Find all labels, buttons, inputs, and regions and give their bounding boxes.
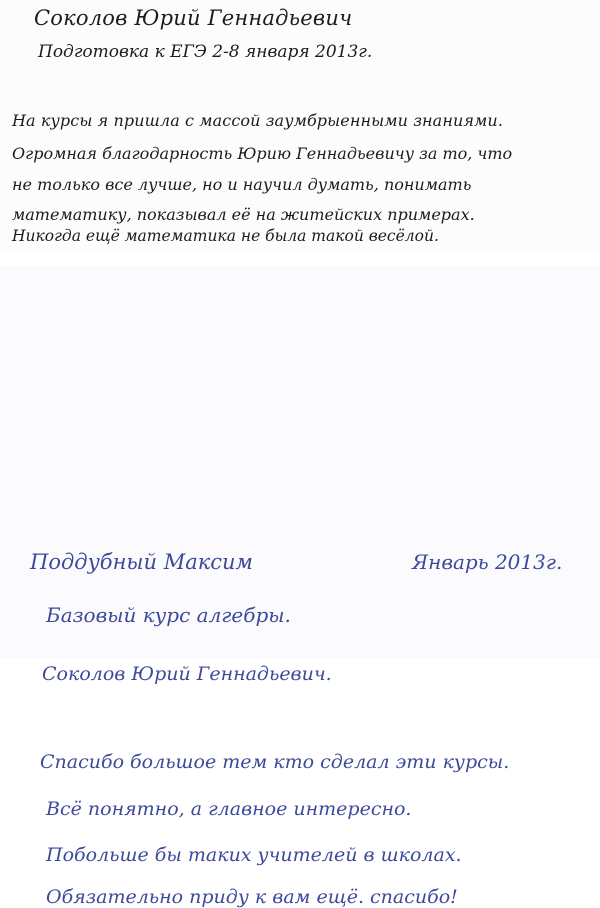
course-title: Подготовка к ЕГЭ 2-8 января 2013г. — [38, 42, 373, 62]
review-line: Всё понятно, а главное интересно. — [46, 798, 412, 820]
review-line: не только все лучше, но и научил думать, понимать — [12, 175, 472, 194]
course-title: Базовый курс алгебры. — [46, 603, 291, 627]
review-note-bottom — [0, 266, 600, 908]
student-name: Поддубный Максим — [30, 550, 253, 574]
review-line: математику, показывал её на житейских примерах. — [12, 205, 475, 224]
review-line: Обязательно приду к вам ещё. спасибо! — [46, 886, 458, 908]
review-line: Спасибо большое тем кто сделал эти курсы. — [40, 751, 510, 773]
review-date: Январь 2013г. — [412, 550, 563, 574]
review-line: На курсы я пришла с массой заумбрыенными знаниями. — [12, 111, 504, 130]
review-line: Никогда ещё математика не была такой весёлой. — [12, 227, 439, 245]
review-line: Побольше бы таких учителей в школах. — [46, 844, 462, 866]
teacher-name: Соколов Юрий Геннадьевич. — [42, 663, 332, 685]
review-line: Огромная благодарность Юрию Геннадьевичу за то, что — [12, 144, 513, 163]
teacher-name: Соколов Юрий Геннадьевич — [34, 6, 353, 30]
review-note-top — [0, 0, 600, 254]
note-separator — [0, 254, 600, 266]
